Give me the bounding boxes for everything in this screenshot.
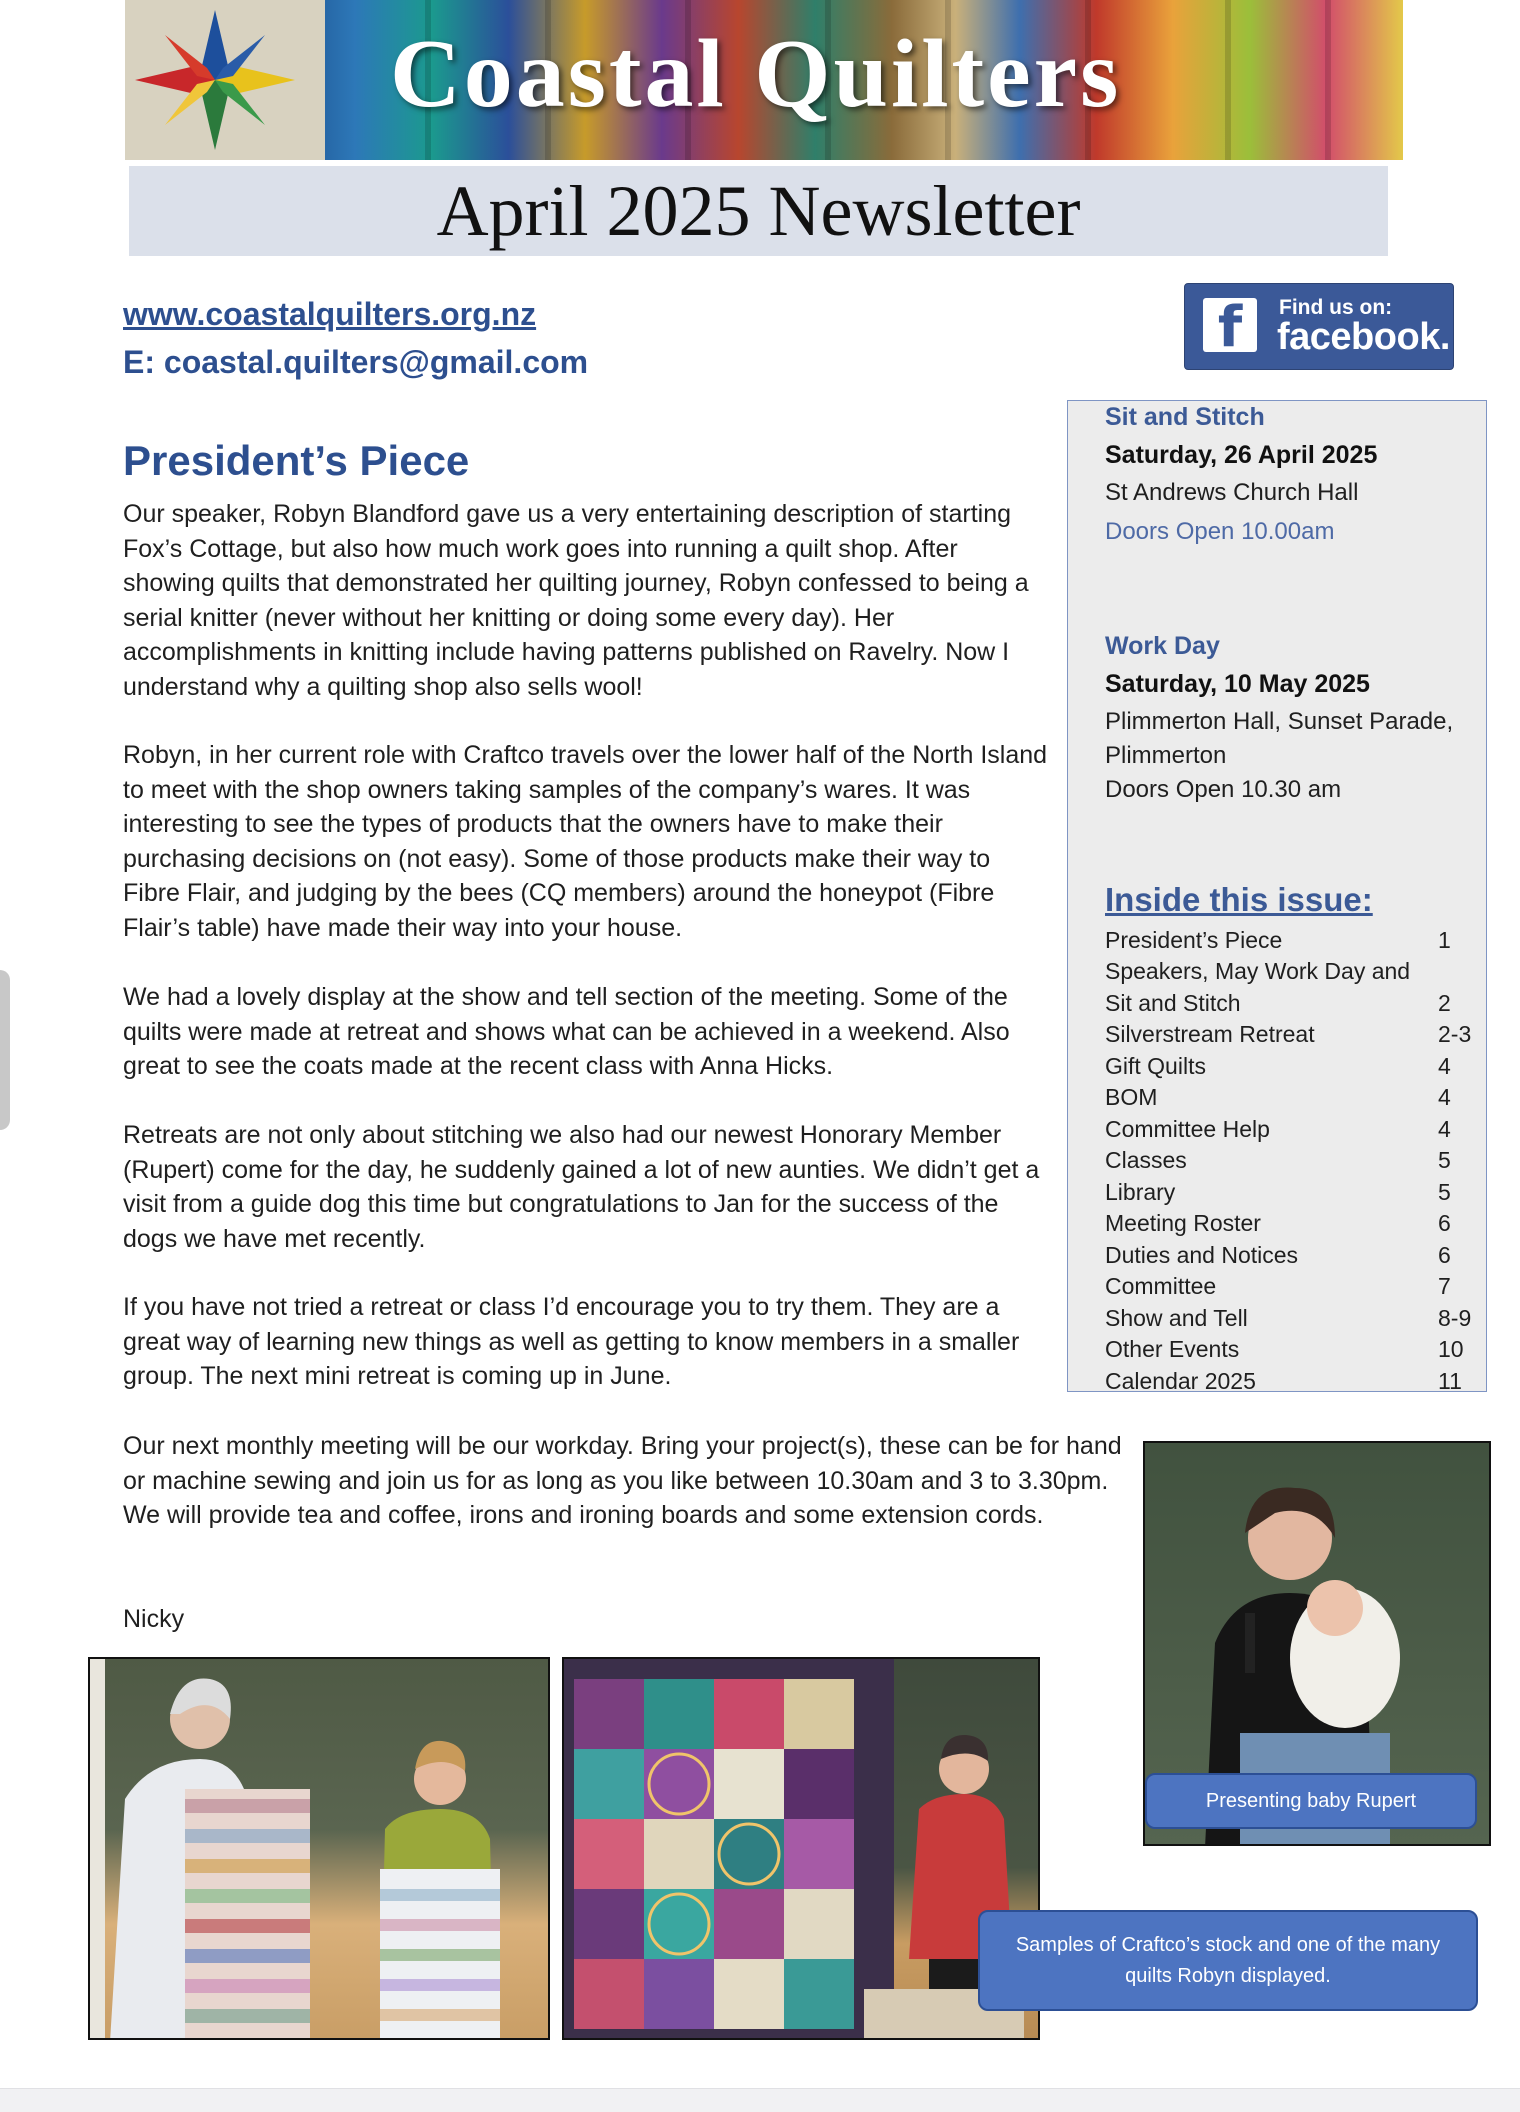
fabric-samples-illustration bbox=[90, 1659, 550, 2040]
sit-stitch-heading: Sit and Stitch bbox=[1105, 403, 1265, 431]
banner-title: Coastal Quilters bbox=[390, 20, 1122, 128]
signoff: Nicky bbox=[123, 1605, 185, 1633]
toc-page: 2 bbox=[1438, 990, 1451, 1016]
sit-stitch-doors: Doors Open 10.00am bbox=[1105, 518, 1335, 545]
facebook-icon: f bbox=[1203, 298, 1257, 352]
toc-page: 5 bbox=[1438, 1147, 1451, 1173]
facebook-button[interactable] bbox=[1184, 283, 1454, 370]
toc-page: 4 bbox=[1438, 1116, 1451, 1142]
newsletter-title-bar bbox=[129, 166, 1388, 256]
masthead-banner bbox=[125, 0, 1403, 160]
work-day-doors: Doors Open 10.30 am bbox=[1105, 776, 1342, 803]
sit-stitch-date: Saturday, 26 April 2025 bbox=[1105, 441, 1378, 469]
toc-page: 11 bbox=[1438, 1368, 1462, 1394]
photo-quilt-display bbox=[562, 1657, 1040, 2040]
toc-title: Gift Quilts bbox=[1105, 1053, 1206, 1079]
facebook-wordmark: facebook. bbox=[1277, 316, 1450, 358]
toc-title: Calendar 2025 bbox=[1105, 1368, 1256, 1394]
toc-page: 4 bbox=[1438, 1053, 1451, 1079]
email-link[interactable]: E: coastal.quilters@gmail.com bbox=[123, 344, 589, 380]
toc-page: 10 bbox=[1438, 1336, 1464, 1362]
events-sidebar bbox=[1067, 400, 1487, 1392]
work-day-heading: Work Day bbox=[1105, 632, 1220, 660]
article-paragraph: Our speaker, Robyn Blandford gave us a very entertaining description of starting Fox’s Cottage, but also how much work goes into running a quilt shop. After showing quilts that demonstrated her quilting journey, Robyn confessed to being a serial knitter (never without her knitting or doing some every day). Her accomplishments in knitting include having patterns published on Ravelry. Now I understand why a quilting shop also sells wool! bbox=[123, 500, 1029, 701]
quilt-blocks bbox=[574, 1679, 854, 2029]
quilt-display-illustration bbox=[564, 1659, 1040, 2040]
toc-page: 2-3 bbox=[1438, 1021, 1472, 1047]
toc-title: Speakers, May Work Day and bbox=[1105, 958, 1411, 984]
toc-title: Committee bbox=[1105, 1273, 1217, 1299]
toc-page: 6 bbox=[1438, 1210, 1451, 1236]
toc-title: Classes bbox=[1105, 1147, 1187, 1173]
toc-title: Show and Tell bbox=[1105, 1305, 1248, 1331]
toc-title: President’s Piece bbox=[1105, 927, 1283, 953]
article-paragraph: We had a lovely display at the show and tell section of the meeting. Some of the quilts were made at retreat and shows what can be achieved in a weekend. Also great to see the coats made at the recent class with Anna Hicks. bbox=[123, 983, 1010, 1080]
inside-issue-heading: Inside this issue: bbox=[1105, 881, 1373, 918]
photo-fabric-samples bbox=[88, 1657, 550, 2040]
toc-title: Silverstream Retreat bbox=[1105, 1021, 1315, 1047]
sit-stitch-venue: St Andrews Church Hall bbox=[1105, 479, 1359, 506]
article-paragraph: Our next monthly meeting will be our workday. Bring your project(s), these can be for hand or machine sewing and join us for as long as you like between 10.30am and 3 to 3.30pm. We will provide tea and coffee, irons and ironing boards and some extension cords. bbox=[123, 1432, 1122, 1529]
article-heading: President’s Piece bbox=[123, 437, 470, 484]
facebook-find-label: Find us on: bbox=[1279, 296, 1393, 319]
toc-title: Library bbox=[1105, 1179, 1176, 1205]
toc-page: 5 bbox=[1438, 1179, 1451, 1205]
website-link[interactable]: www.coastalquilters.org.nz bbox=[123, 296, 537, 332]
quilt-star-logo bbox=[125, 0, 325, 160]
toc-page: 6 bbox=[1438, 1242, 1451, 1268]
toc-title: Other Events bbox=[1105, 1336, 1240, 1362]
article-paragraph: Retreats are not only about stitching we also had our newest Honorary Member (Rupert) come for the day, he suddenly gained a lot of new aunties. We didn’t get a visit from a guide dog this time but congratulations to Jan for the success of the dogs we have met recently. bbox=[123, 1121, 1040, 1253]
caption-samples: Samples of Craftco’s stock and one of the many quilts Robyn displayed. bbox=[978, 1910, 1478, 2011]
page-bottom-edge bbox=[0, 2088, 1520, 2112]
toc-page: 7 bbox=[1438, 1273, 1451, 1299]
toc-page: 4 bbox=[1438, 1084, 1451, 1110]
caption-baby: Presenting baby Rupert bbox=[1145, 1773, 1477, 1829]
toc-title: Meeting Roster bbox=[1105, 1210, 1261, 1236]
article-paragraph: Robyn, in her current role with Craftco travels over the lower half of the North Island to meet with the shop owners taking samples of the company’s wares. It was interesting to see the types of products that the owners have to make their purchasing decisions on (not easy). Some of those products make their way to Fibre Flair, and judging by the bees (CQ members) around the honeypot (Fibre Flair’s table) have made their way into your house. bbox=[123, 741, 1048, 942]
work-day-venue-line1: Plimmerton Hall, Sunset Parade, bbox=[1105, 708, 1454, 735]
scroll-edge-tab[interactable] bbox=[0, 970, 10, 1130]
article-paragraph: If you have not tried a retreat or class I’d encourage you to try them. They are a great way of learning new things as well as getting to know members in a smaller group. The next mini retreat is coming up in June. bbox=[123, 1293, 1020, 1390]
work-day-venue-line2: Plimmerton bbox=[1105, 742, 1227, 769]
toc-page: 1 bbox=[1438, 927, 1451, 953]
toc-title: Duties and Notices bbox=[1105, 1242, 1299, 1268]
toc-title: Sit and Stitch bbox=[1105, 990, 1241, 1016]
newsletter-title: April 2025 Newsletter bbox=[436, 170, 1081, 251]
toc-title: BOM bbox=[1105, 1084, 1158, 1110]
toc-page: 8-9 bbox=[1438, 1305, 1472, 1331]
toc-title: Committee Help bbox=[1105, 1116, 1270, 1142]
work-day-date: Saturday, 10 May 2025 bbox=[1105, 670, 1370, 698]
